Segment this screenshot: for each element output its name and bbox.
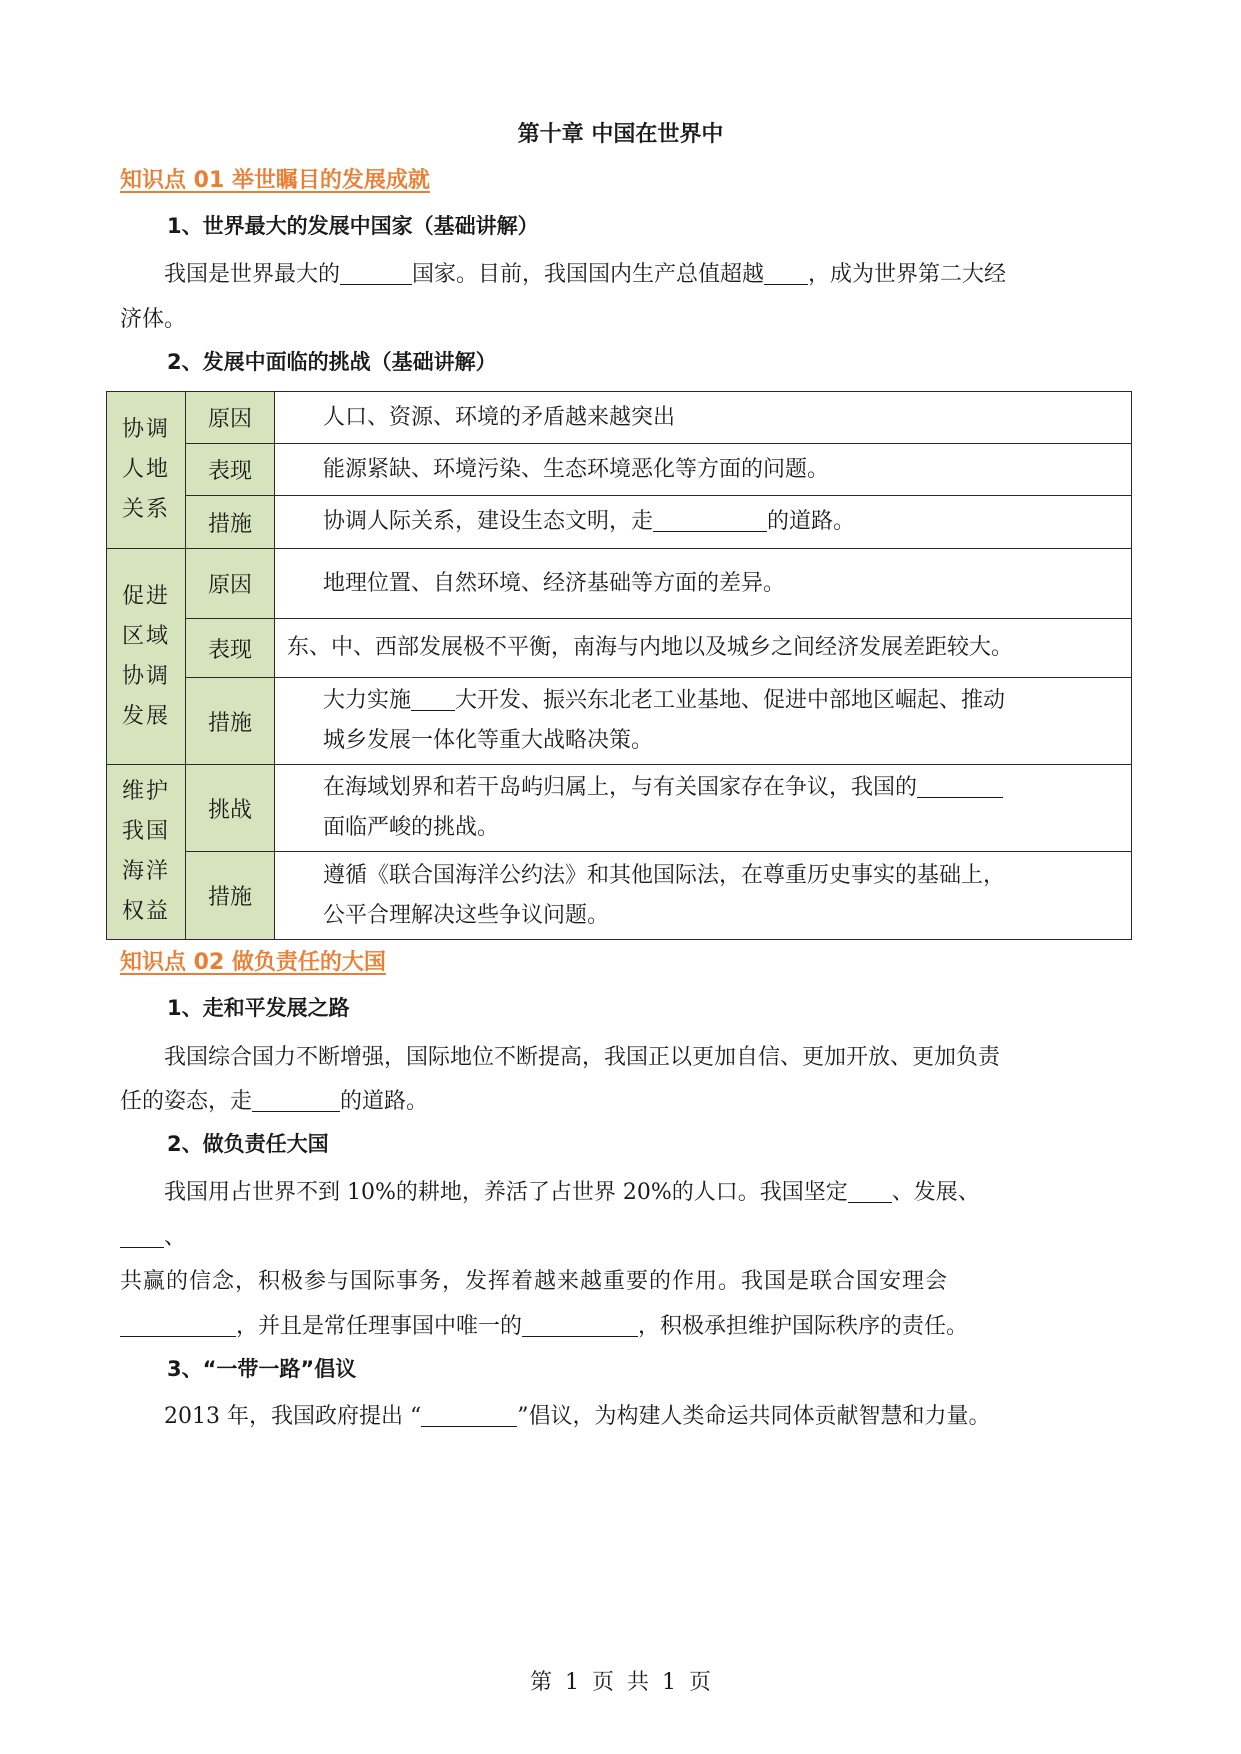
section-3-heading: 1、走和平发展之路 [167, 996, 350, 1020]
chapter-title: 第十章 中国在世界中 [517, 122, 724, 147]
challenges-table [106, 391, 1132, 940]
category-regional-development: 促进 区域 协调 发展 [107, 549, 186, 765]
row-content: 在海域划界和若干岛屿归属上，与有关国家存在争议，我国的 面临严峻的挑战。 [275, 765, 1132, 852]
row-label: 原因 [186, 549, 275, 619]
fill-blank[interactable] [917, 775, 1003, 798]
fill-blank[interactable] [120, 1225, 164, 1248]
fill-blank[interactable] [421, 1404, 517, 1427]
knowledge-point-2-heading: 知识点 02 做负责任的大国 [120, 950, 386, 975]
fill-blank[interactable] [522, 1314, 638, 1337]
knowledge-point-1-heading: 知识点 01 举世瞩目的发展成就 [120, 168, 430, 193]
section-2-heading: 2、发展中面临的挑战（基础讲解） [167, 350, 497, 374]
section-4-heading: 2、做负责任大国 [167, 1132, 329, 1156]
row-label: 措施 [186, 678, 275, 765]
section-1-line-2: 济体。 [120, 307, 187, 332]
row-content: 能源紧缺、环境污染、生态环境恶化等方面的问题。 [275, 444, 1132, 496]
category-maritime-rights: 维护 我国 海洋 权益 [107, 765, 186, 940]
row-content: 大力实施 大开发、振兴东北老工业基地、促进中部地区崛起、推动 城乡发展一体化等重大战略决策。 [275, 678, 1132, 765]
fill-blank[interactable] [252, 1089, 340, 1112]
page-footer: 第 1 页 共 1 页 [530, 1670, 711, 1695]
section-4-line-3: 共赢的信念，积极参与国际事务，发挥着越来越重要的作用。我国是联合国安理会 [120, 1269, 949, 1294]
fill-blank[interactable] [653, 509, 767, 532]
row-label: 措施 [186, 496, 275, 549]
section-3-line-2: 任的姿态，走 的道路。 [120, 1089, 429, 1114]
fill-blank[interactable] [411, 688, 455, 711]
row-content: 协调人际关系，建设生态文明，走 的道路。 [275, 496, 1132, 549]
row-label: 挑战 [186, 765, 275, 852]
section-4-line-4: ，并且是常任理事国中唯一的 ，积极承担维护国际秩序的责任。 [120, 1309, 968, 1340]
section-1-line-1: 我国是世界最大的 国家。目前，我国国内生产总值超越 ，成为世界第二大经 [164, 262, 1007, 287]
fill-blank[interactable] [120, 1314, 236, 1337]
fill-blank[interactable] [340, 262, 412, 285]
row-label: 表现 [186, 444, 275, 496]
row-label: 表现 [186, 619, 275, 678]
section-4-line-1: 我国用占世界不到 10%的耕地，养活了占世界 20%的人口。我国坚定 、发展、 [164, 1180, 980, 1205]
row-label: 原因 [186, 392, 275, 444]
row-content: 地理位置、自然环境、经济基础等方面的差异。 [275, 549, 1132, 619]
row-label: 措施 [186, 852, 275, 940]
category-human-land: 协调 人地 关系 [107, 392, 186, 549]
section-5-heading: 3、“一带一路”倡议 [167, 1357, 357, 1381]
section-4-line-2: 、 [120, 1220, 186, 1251]
section-5-line-1: 2013 年，我国政府提出 “ ”倡议，为构建人类命运共同体贡献智慧和力量。 [164, 1404, 991, 1429]
section-1-heading: 1、世界最大的发展中国家（基础讲解） [167, 214, 539, 238]
row-content: 东、中、西部发展极不平衡，南海与内地以及城乡之间经济发展差距较大。 [275, 619, 1132, 678]
fill-blank[interactable] [764, 262, 808, 285]
fill-blank[interactable] [848, 1180, 892, 1203]
row-content: 人口、资源、环境的矛盾越来越突出 [275, 392, 1132, 444]
row-content: 遵循《联合国海洋公约法》和其他国际法，在尊重历史事实的基础上， 公平合理解决这些争议问题。 [275, 852, 1132, 940]
section-3-line-1: 我国综合国力不断增强，国际地位不断提高，我国正以更加自信、更加开放、更加负责 [164, 1045, 1001, 1070]
